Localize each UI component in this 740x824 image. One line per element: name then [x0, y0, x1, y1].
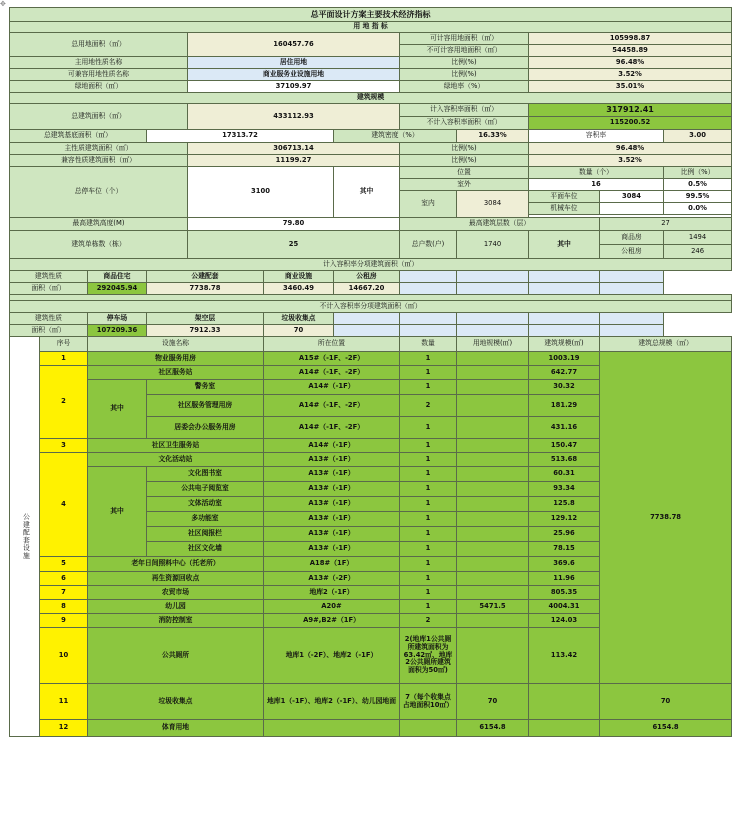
facility-name: 消防控制室: [88, 614, 264, 628]
max-floors-value: 27: [600, 218, 732, 231]
not-counted-land-label: 不可计容用地面积（㎡）: [400, 45, 529, 57]
empty-cell: [457, 313, 529, 325]
main-nature-label: 主用地性质名称: [10, 57, 188, 69]
not-counted-land-value: 54458.89: [529, 45, 732, 57]
facility-no: 10: [40, 628, 88, 684]
empty-cell: [457, 325, 529, 337]
facility-qty: 1: [400, 482, 457, 497]
facility-no: 1: [40, 352, 88, 366]
main-ratio-value: 96.48%: [529, 57, 732, 69]
facility-name: 幼儿园: [88, 600, 264, 614]
compat-building-area-value: 11199.27: [188, 155, 400, 167]
facilities-header: 建筑总规模（㎡）: [600, 337, 732, 352]
mech-qty: [600, 203, 664, 215]
empty-cell: [600, 325, 664, 337]
indicator-sheet: [9, 7, 731, 737]
facilities-side-label: 公建配套设施: [10, 337, 40, 737]
public-value: 246: [664, 245, 732, 259]
far-split-heading: 计入容积率分项建筑面积（㎡）: [10, 259, 732, 271]
facility-qty: 1: [400, 586, 457, 600]
compat-building-ratio-value: 3.52%: [529, 155, 732, 167]
facility-area: 1003.19: [529, 352, 600, 366]
facility-qty: 7（每个收集点占地面积10㎡）: [400, 684, 457, 720]
empty-cell: [334, 313, 400, 325]
facility-land: [457, 482, 529, 497]
facility-no: 6: [40, 572, 88, 586]
indoor-label: 室内: [400, 191, 457, 218]
facility-qty: 1: [400, 352, 457, 366]
facilities-header: 建筑规模(㎡): [529, 337, 600, 352]
facility-area: [529, 720, 600, 737]
facility-name: 垃圾收集点: [88, 684, 264, 720]
facility-no: 12: [40, 720, 88, 737]
facility-land: [457, 512, 529, 527]
facility-qty: 1: [400, 600, 457, 614]
facility-land: [457, 628, 529, 684]
nonfar-split-val: 107209.36: [88, 325, 147, 337]
base-area-value: 17313.72: [147, 130, 334, 143]
households-label: 总户数(户): [400, 231, 457, 259]
facility-area: 642.77: [529, 366, 600, 380]
facility-land: [457, 380, 529, 395]
facility-area: 805.35: [529, 586, 600, 600]
facility-qty: 1: [400, 417, 457, 439]
density-value: 16.33%: [457, 130, 529, 143]
units-of-which: 其中: [529, 231, 600, 259]
facility-name: 文化图书室: [147, 467, 264, 482]
facility-land: [457, 439, 529, 453]
main-building-area-label: 主性质建筑面积（㎡）: [10, 143, 188, 155]
facility-name: 社区服务管理用房: [147, 395, 264, 417]
facility-loc: A20#: [264, 600, 400, 614]
compat-building-area-label: 兼容性质建筑面积（㎡）: [10, 155, 188, 167]
facility-name: 警务室: [147, 380, 264, 395]
facility-land: [457, 395, 529, 417]
facility-qty: 1: [400, 572, 457, 586]
facility-area: 11.96: [529, 572, 600, 586]
facility-name: 社区服务站: [88, 366, 264, 380]
facility-land: [457, 527, 529, 542]
nonfar-split-val: 7912.33: [147, 325, 264, 337]
facility-land: 70: [457, 684, 529, 720]
position-label: 位置: [400, 167, 529, 179]
compat-ratio-label: 比例(%): [400, 69, 529, 81]
facility-name: 文化活动站: [88, 453, 264, 467]
green-rate-value: 35.01%: [529, 81, 732, 93]
commercial-label: 商品房: [600, 231, 664, 245]
facility-qty: [400, 720, 457, 737]
far-split-col: 商品住宅: [88, 271, 147, 283]
facility-name: 公共电子阅览室: [147, 482, 264, 497]
facility-area: [529, 684, 600, 720]
facility-no: 2: [40, 366, 88, 439]
green-area-label: 绿地面积（㎡）: [10, 81, 188, 93]
far-value: 3.00: [664, 130, 732, 143]
empty-cell: [600, 313, 664, 325]
facility-loc: 地库1（-1F）、地库2（-1F）、幼儿园地面: [264, 684, 400, 720]
facility-qty: 1: [400, 366, 457, 380]
move-icon[interactable]: ✥: [0, 0, 6, 8]
facility-loc: A14#（-1F、-2F）: [264, 366, 400, 380]
facility-loc: A18#（1F）: [264, 557, 400, 572]
facility-qty: 1: [400, 380, 457, 395]
compat-nature-value: 商业服务业设施用地: [188, 69, 400, 81]
facility-land: [457, 614, 529, 628]
green-area-value: 37109.97: [188, 81, 400, 93]
max-height-value: 79.80: [188, 218, 400, 231]
facilities-header: 序号: [40, 337, 88, 352]
main-nature-value: 居住用地: [188, 57, 400, 69]
facility-total: 6154.8: [600, 720, 732, 737]
base-area-label: 总建筑基底面积（㎡）: [10, 130, 147, 143]
facility-no: 3: [40, 439, 88, 453]
facility-name: 社区阅报栏: [147, 527, 264, 542]
facility-land: [457, 542, 529, 557]
empty-cell: [400, 325, 457, 337]
facility-area: 60.31: [529, 467, 600, 482]
facility-no: 7: [40, 586, 88, 600]
compat-ratio-value: 3.52%: [529, 69, 732, 81]
facility-land: [457, 586, 529, 600]
parking-label: 总停车位（个）: [10, 167, 188, 218]
facility-land: [457, 572, 529, 586]
far-label: 容积率: [529, 130, 664, 143]
facility-land: [457, 417, 529, 439]
empty-cell: [400, 313, 457, 325]
of-which-label: 其中: [88, 467, 147, 557]
total-land-value: 160457.76: [188, 33, 400, 57]
compat-nature-label: 可兼容用地性质名称: [10, 69, 188, 81]
facility-loc: A13#（-1F）: [264, 542, 400, 557]
far-split-val: 7738.78: [147, 283, 264, 295]
facility-no: 5: [40, 557, 88, 572]
parking-of-which: 其中: [334, 167, 400, 218]
land-heading: 用 地 指 标: [10, 22, 732, 33]
indoor-qty: 3084: [457, 191, 529, 218]
total-building-value: 433112.93: [188, 104, 400, 130]
facility-land: [457, 497, 529, 512]
far-split-col: 公租房: [334, 271, 400, 283]
facilities-header: 数量: [400, 337, 457, 352]
facility-loc: A14#（-1F）: [264, 380, 400, 395]
facility-loc: A13#（-1F）: [264, 527, 400, 542]
far-split-col: 商业设施: [264, 271, 334, 283]
far-split-nature-label: 建筑性质: [10, 271, 88, 283]
facility-area: 30.32: [529, 380, 600, 395]
facility-name: 多功能室: [147, 512, 264, 527]
facility-land: 6154.8: [457, 720, 529, 737]
indicator-table: [9, 7, 732, 737]
facility-loc: A13#（-1F）: [264, 512, 400, 527]
facility-land: [457, 467, 529, 482]
empty-cell: [457, 283, 529, 295]
households-value: 1740: [457, 231, 529, 259]
nonfar-split-val: 70: [264, 325, 334, 337]
facility-name: 再生资源回收点: [88, 572, 264, 586]
far-split-val: 292045.94: [88, 283, 147, 295]
facility-qty: 1: [400, 542, 457, 557]
total-land-label: 总用地面积（㎡）: [10, 33, 188, 57]
empty-cell: [529, 325, 600, 337]
not-counted-building-label: 不计入容积率面积（㎡）: [400, 117, 529, 130]
facility-area: 150.47: [529, 439, 600, 453]
empty-cell: [457, 271, 529, 283]
facility-qty: 2: [400, 614, 457, 628]
facility-land: [457, 366, 529, 380]
max-height-label: 最高建筑高度(M): [10, 218, 188, 231]
counted-land-label: 可计容用地面积（㎡）: [400, 33, 529, 45]
bldg-count-value: 25: [188, 231, 400, 259]
commercial-value: 1494: [664, 231, 732, 245]
far-split-val: 3460.49: [264, 283, 334, 295]
facility-loc: A13#（-2F）: [264, 572, 400, 586]
facility-loc: A15#（-1F、-2F）: [264, 352, 400, 366]
nonfar-split-heading: 不计入容积率分项建筑面积（㎡）: [10, 301, 732, 313]
main-ratio-label: 比例(%): [400, 57, 529, 69]
facility-name: 居委会办公服务用房: [147, 417, 264, 439]
main-building-ratio-value: 96.48%: [529, 143, 732, 155]
facility-qty: 2: [400, 395, 457, 417]
facility-land: [457, 557, 529, 572]
empty-cell: [529, 283, 600, 295]
facility-area: 78.15: [529, 542, 600, 557]
facility-area: 124.03: [529, 614, 600, 628]
facility-name: 农贸市场: [88, 586, 264, 600]
qty-label: 数量（个）: [529, 167, 664, 179]
ratio-label: 比例（%）: [664, 167, 732, 179]
facility-area: 25.96: [529, 527, 600, 542]
facility-area: 129.12: [529, 512, 600, 527]
total-building-label: 总建筑面积（㎡）: [10, 104, 188, 130]
main-building-area-value: 306713.14: [188, 143, 400, 155]
counted-building-value: 317912.41: [529, 104, 732, 117]
facility-loc: A13#（-1F）: [264, 482, 400, 497]
facility-name: 社区文化墙: [147, 542, 264, 557]
max-floors-label: 最高建筑层数（层）: [400, 218, 600, 231]
facility-qty: 1: [400, 557, 457, 572]
not-counted-building-value: 115200.52: [529, 117, 732, 130]
empty-cell: [600, 271, 664, 283]
green-rate-label: 绿地率（%）: [400, 81, 529, 93]
facility-loc: A13#（-1F）: [264, 467, 400, 482]
outdoor-ratio: 0.5%: [664, 179, 732, 191]
of-which-label: 其中: [88, 380, 147, 439]
flat-label: 平面车位: [529, 191, 600, 203]
bldg-count-label: 建筑单栋数（栋）: [10, 231, 188, 259]
facility-qty: 1: [400, 512, 457, 527]
facilities-total-area: 7738.78: [600, 352, 732, 684]
far-split-col: 公建配套: [147, 271, 264, 283]
counted-building-label: 计入容积率面积（㎡）: [400, 104, 529, 117]
parking-total: 3100: [188, 167, 334, 218]
facility-loc: [264, 720, 400, 737]
facility-area: 93.34: [529, 482, 600, 497]
empty-cell: [400, 271, 457, 283]
facility-land: [457, 453, 529, 467]
facility-no: 4: [40, 453, 88, 557]
facility-name: 体育用地: [88, 720, 264, 737]
building-heading: 建筑规模: [10, 93, 732, 104]
facility-loc: 地库1（-2F）、地库2（-1F）: [264, 628, 400, 684]
public-label: 公租房: [600, 245, 664, 259]
empty-cell: [400, 283, 457, 295]
facility-area: 125.8: [529, 497, 600, 512]
facility-loc: A13#（-1F）: [264, 497, 400, 512]
facility-no: 11: [40, 684, 88, 720]
facility-qty: 1: [400, 453, 457, 467]
empty-cell: [529, 271, 600, 283]
nonfar-split-col: 架空层: [147, 313, 264, 325]
facility-total: 70: [600, 684, 732, 720]
facility-qty: 1: [400, 527, 457, 542]
empty-cell: [334, 325, 400, 337]
facility-area: 113.42: [529, 628, 600, 684]
counted-land-value: 105998.87: [529, 33, 732, 45]
flat-ratio: 99.5%: [664, 191, 732, 203]
facility-name: 物业服务用房: [88, 352, 264, 366]
facility-qty: 1: [400, 439, 457, 453]
facility-loc: A14#（-1F、-2F）: [264, 395, 400, 417]
nonfar-split-col: 停车场: [88, 313, 147, 325]
facility-land: [457, 352, 529, 366]
nonfar-split-nature-label: 建筑性质: [10, 313, 88, 325]
density-label: 建筑密度（%）: [334, 130, 457, 143]
facility-name: 社区卫生服务站: [88, 439, 264, 453]
facility-loc: A13#（-1F）: [264, 453, 400, 467]
nonfar-split-area-label: 面积（㎡）: [10, 325, 88, 337]
main-building-ratio-label: 比例(%): [400, 143, 529, 155]
facility-land: 5471.5: [457, 600, 529, 614]
compat-building-ratio-label: 比例(%): [400, 155, 529, 167]
mech-label: 机械车位: [529, 203, 600, 215]
facility-name: 老年日间照料中心（托老所）: [88, 557, 264, 572]
facility-no: 9: [40, 614, 88, 628]
facility-area: 431.16: [529, 417, 600, 439]
facility-name: 公共厕所: [88, 628, 264, 684]
page-title: 总平面设计方案主要技术经济指标: [10, 8, 732, 22]
facilities-header: 设施名称: [88, 337, 264, 352]
far-split-val: 14667.20: [334, 283, 400, 295]
facility-area: 369.6: [529, 557, 600, 572]
facility-loc: 地库2（-1F）: [264, 586, 400, 600]
facility-qty: 2(地库1公共厕所建筑面积为63.42㎡、地库2公共厕所建筑面积为50㎡): [400, 628, 457, 684]
empty-cell: [529, 313, 600, 325]
flat-qty: 3084: [600, 191, 664, 203]
facility-no: 8: [40, 600, 88, 614]
facility-name: 文体活动室: [147, 497, 264, 512]
facility-loc: A14#（-1F）: [264, 439, 400, 453]
facilities-header: 用地规模(㎡): [457, 337, 529, 352]
facility-loc: A9#,B2#（1F）: [264, 614, 400, 628]
outdoor-label: 室外: [400, 179, 529, 191]
facility-area: 181.29: [529, 395, 600, 417]
mech-ratio: 0.0%: [664, 203, 732, 215]
far-split-area-label: 面积（㎡）: [10, 283, 88, 295]
facilities-header: 所在位置: [264, 337, 400, 352]
facility-area: 4004.31: [529, 600, 600, 614]
facility-qty: 1: [400, 497, 457, 512]
facility-loc: A14#（-1F、-2F）: [264, 417, 400, 439]
outdoor-qty: 16: [529, 179, 664, 191]
empty-cell: [600, 283, 664, 295]
facility-area: 513.68: [529, 453, 600, 467]
nonfar-split-col: 垃圾收集点: [264, 313, 334, 325]
facility-qty: 1: [400, 467, 457, 482]
